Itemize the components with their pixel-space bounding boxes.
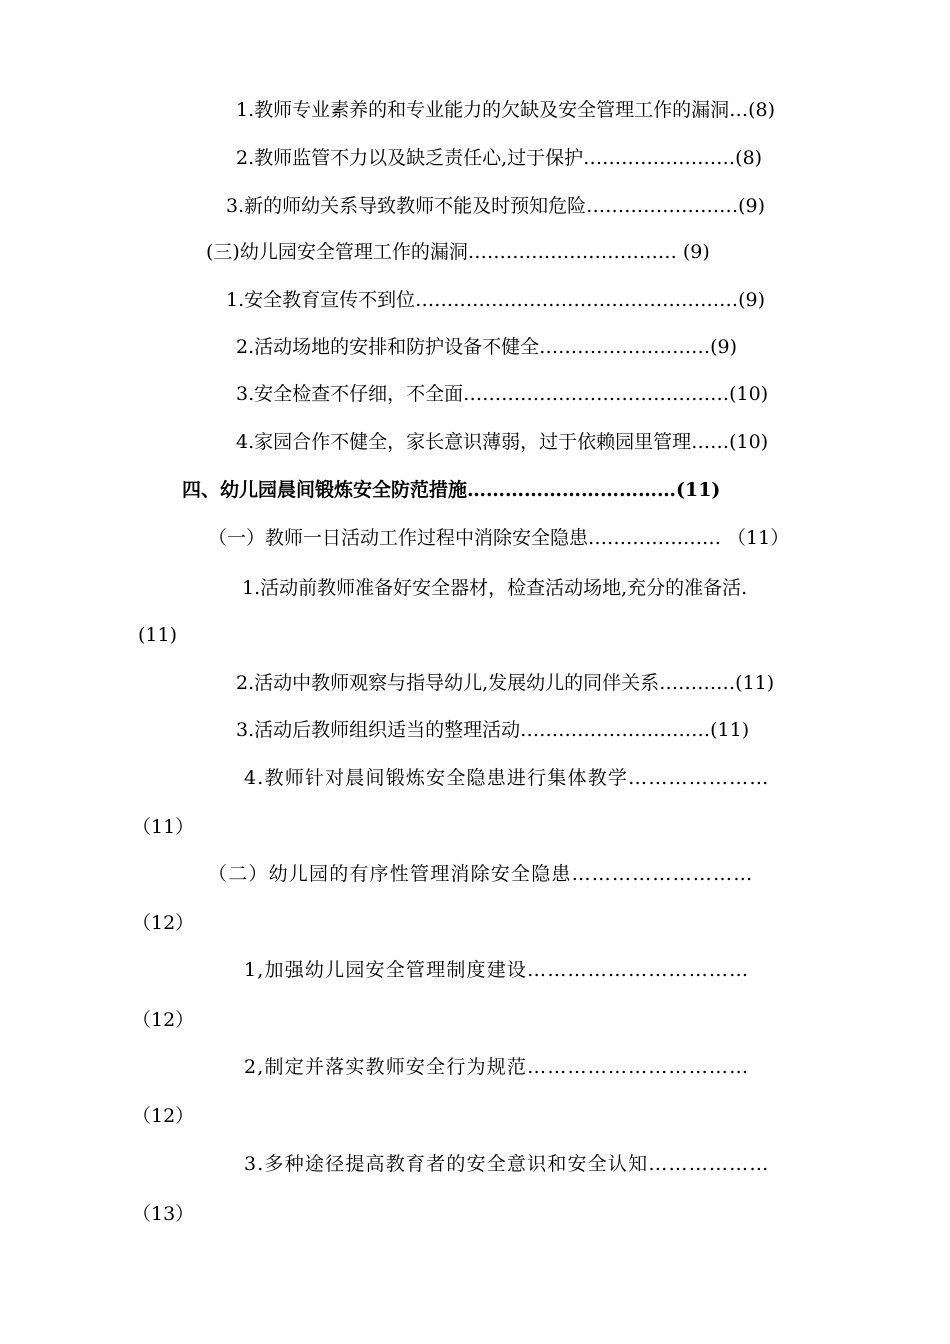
toc-section: (三)幼儿园安全管理工作的漏洞…………………………… (9) bbox=[206, 241, 710, 263]
toc-entry: 3.活动后教师组织适当的整理活动…………………………(11) bbox=[236, 719, 750, 741]
toc-entry: 1,加强幼儿园安全管理制度建设…………………………… bbox=[244, 959, 750, 981]
toc-entry: 2.活动场地的安排和防护设备不健全………………………(9) bbox=[236, 336, 738, 358]
toc-entry: 1.教师专业素养的和专业能力的欠缺及安全管理工作的漏洞…(8) bbox=[236, 99, 776, 121]
toc-page-number: （12） bbox=[132, 1105, 195, 1127]
toc-section: （二）幼儿园的有序性管理消除安全隐患……………………… bbox=[208, 863, 754, 885]
toc-page-number: （11） bbox=[132, 816, 195, 838]
toc-section: （一）教师一日活动工作过程中消除安全隐患………………… （11） bbox=[208, 527, 790, 549]
toc-entry: 3.新的师幼关系导致教师不能及时预知危险……………………(9) bbox=[226, 195, 766, 217]
toc-entry: 2,制定并落实教师安全行为规范…………………………… bbox=[244, 1056, 750, 1078]
toc-page-number: （12） bbox=[132, 1009, 195, 1031]
toc-page-number: (11) bbox=[138, 624, 178, 646]
toc-entry: 3.多种途径提高教育者的安全意识和安全认知……………… bbox=[244, 1153, 770, 1175]
toc-chapter: 四、幼儿园晨间锻炼安全防范措施……………………………(11) bbox=[182, 479, 721, 501]
toc-entry: 1.活动前教师准备好安全器材，检查活动场地,充分的准备活. bbox=[242, 577, 748, 599]
toc-entry: 2.活动中教师观察与指导幼儿,发展幼儿的同伴关系…………(11) bbox=[236, 672, 775, 694]
toc-entry: 4.家园合作不健全，家长意识薄弱，过于依赖园里管理……(10) bbox=[236, 431, 769, 453]
toc-entry: 4.教师针对晨间锻炼安全隐患进行集体教学………………… bbox=[244, 767, 770, 789]
toc-entry: 1.安全教育宣传不到位……………………………………………(9) bbox=[226, 289, 766, 311]
toc-page-number: （12） bbox=[132, 912, 195, 934]
toc-entry: 3.安全检查不仔细，不全面……………………………………(10) bbox=[236, 383, 769, 405]
toc-entry: 2.教师监管不力以及缺乏责任心,过于保护……………………(8) bbox=[236, 147, 763, 169]
toc-page-number: （13） bbox=[132, 1203, 195, 1225]
